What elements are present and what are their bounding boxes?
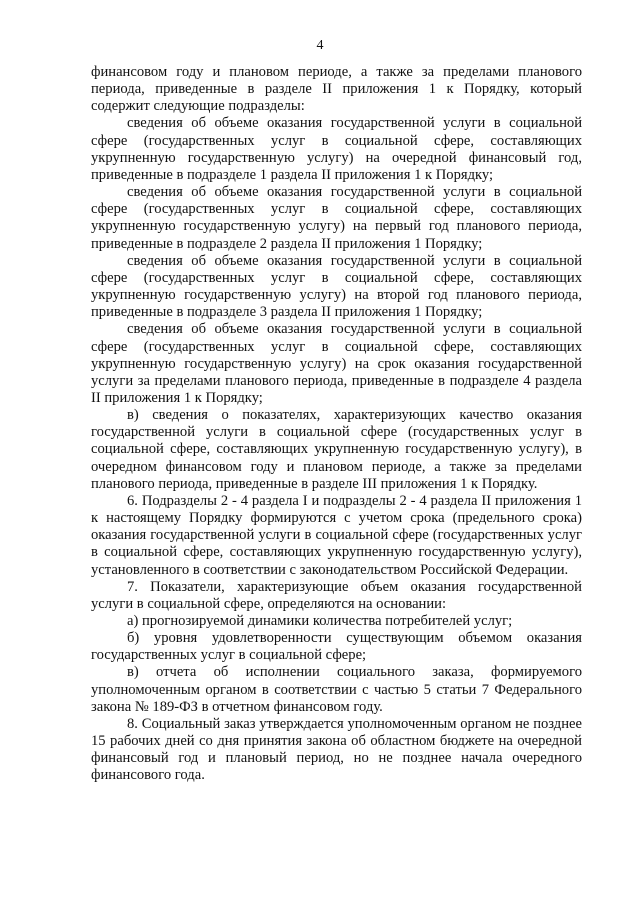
list-item-subsection-4: сведения об объеме оказания государственной услуги в социальной сфере (государственных услуг в социальной сфере, составляющих укрупненную государственную услугу) на срок оказания государственной услуги за пределами планового периода, приведенные в подразделе 4 раздела II приложения 1 к Порядку; [91,321,582,406]
clause-8: 8. Социальный заказ утверждается уполномоченным органом не позднее 15 рабочих дней со дня принятия закона об областном бюджете на очередной финансовый год и плановый период, но не позднее начала очередного финансового года. [91,715,582,784]
clause-7-item-a: а) прогнозируемой динамики количества потребителей услуг; [127,613,513,629]
clause-7-item-c: в) отчета об исполнении социального заказа, формируемого уполномоченным органом в соответствии с частью 5 статьи 7 Федерального закона № 189-ФЗ в отчетном финансовом году. [91,664,582,715]
list-item-subsection-2: сведения об объеме оказания государственной услуги в социальной сфере (государственных услуг в социальной сфере, составляющих укрупненную государственную услугу) на первый год планового периода, приведенные в подразделе 2 раздела II приложения 1 Порядку; [91,184,582,252]
list-item-subsection-3: сведения об объеме оказания государственной услуги в социальной сфере (государственных услуг в социальной сфере, составляющих укрупненную государственную услугу) на второй год планового периода, приведенные в подразделе 3 раздела II приложения 1 Порядку; [91,252,582,321]
document-body [91,64,582,785]
list-item-subsection-1: сведения об объеме оказания государственной услуги в социальной сфере (государственных услуг в социальной сфере, составляющих укрупненную государственную услугу) на очередной финансовый год, приведенные в подразделе 1 раздела II приложения 1 к Порядку; [91,115,582,183]
paragraph-continuation: финансовом году и плановом периоде, а также за пределами планового периода, приведенные в разделе II приложения 1 к Порядку, который содержит следующие подразделы: [91,64,582,115]
page-number: 4 [316,38,324,53]
list-item-quality-indicators: в) сведения о показателях, характеризующих качество оказания государственной услуги в социальной сфере (государственных услуг в социальной сфере, составляющих укрупненную государственную услугу), в очередном финансовом году и плановом периоде, а также за пределами планового периода, приведенные в разделе III приложения 1 к Порядку. [91,407,582,492]
clause-7-item-b: б) уровня удовлетворенности существующим объемом оказания государственных услуг в социальной сфере; [91,630,582,664]
clause-7: 7. Показатели, характеризующие объем оказания государственной услуги в социальной сфере, определяются на основании: [91,578,582,612]
clause-6: 6. Подразделы 2 - 4 раздела I и подразделы 2 - 4 раздела II приложения 1 к настоящему Порядку формируются с учетом срока (предельного срока) оказания государственной услуги в социальной сфере (государственных услуг в социальной сфере, составляющих укрупненную государственную услугу), установленного в соответствии с законодательством Российской Федерации. [91,492,582,578]
